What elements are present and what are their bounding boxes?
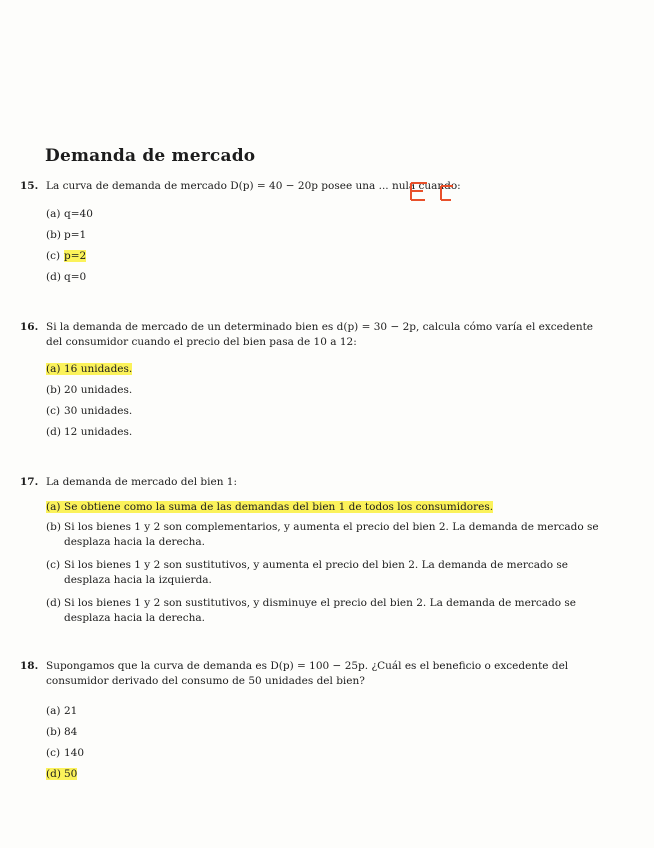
option-16a[interactable]: (a) 16 unidades. [46,363,133,375]
option-18c[interactable]: (c) 140 [46,747,85,759]
question-17 [20,475,620,490]
question-number: 15. [20,180,39,192]
highlighted-answer: Se obtiene como la suma de las demandas del bien 1 de todos los consumidores. [64,501,494,513]
question-16 [20,320,620,350]
highlighted-answer: p=2 [64,250,87,262]
question-stem-line-1: Supongamos que la curva de demanda es D(p) = 100 − 25p. ¿Cuál es el beneficio o excedente del [46,660,569,672]
option-18d[interactable]: (d) 50 [46,768,78,780]
question-stem-line-2: consumidor derivado del consumo de 50 unidades del bien? [46,675,365,687]
option-15a[interactable]: (a) q=40 [46,208,93,220]
option-15d[interactable]: (d) q=0 [46,271,87,283]
option-18a[interactable]: (a) 21 [46,705,78,717]
option-17c[interactable]: (c) Si los bienes 1 y 2 son sustitutivos, y aumenta el precio del bien 2. La demanda de mercado se desplaza hacia la izquierda. [46,559,568,586]
handwritten-annotation [405,180,475,204]
option-17b[interactable]: (b) Si los bienes 1 y 2 son complementarios, y aumenta el precio del bien 2. La demanda de mercado se desplaza hacia la derecha. [46,521,599,548]
question-stem-line-1: Si la demanda de mercado de un determinado bien es d(p) = 30 − 2p, calcula cómo varía el excedente [46,321,594,333]
question-stem-line-2: del consumidor cuando el precio del bien pasa de 10 a 12: [46,336,357,348]
option-17a[interactable]: (a) Se obtiene como la suma de las demandas del bien 1 de todos los consumidores. [46,501,494,513]
option-16c[interactable]: (c) 30 unidades. [46,405,133,417]
option-16b[interactable]: (b) 20 unidades. [46,384,133,396]
highlighted-answer: 50 [64,768,78,780]
question-number: 16. [20,321,39,333]
question-15 [20,179,620,194]
option-18b[interactable]: (b) 84 [46,726,78,738]
option-15c[interactable]: (c) p=2 [46,250,87,262]
option-17d[interactable]: (d) Si los bienes 1 y 2 son sustitutivos, y disminuye el precio del bien 2. La demanda de mercado se desplaza hacia la derecha. [46,597,576,624]
option-15b[interactable]: (b) p=1 [46,229,87,241]
question-number: 17. [20,476,39,488]
question-stem: La curva de demanda de mercado D(p) = 40 − 20p posee una ... nula cuando: [46,180,461,192]
question-number: 18. [20,660,39,672]
question-18 [20,659,620,689]
section-title: Demanda de mercado [45,146,256,166]
option-16d[interactable]: (d) 12 unidades. [46,426,133,438]
highlighted-answer: 16 unidades. [64,363,133,375]
question-stem: La demanda de mercado del bien 1: [46,476,238,488]
